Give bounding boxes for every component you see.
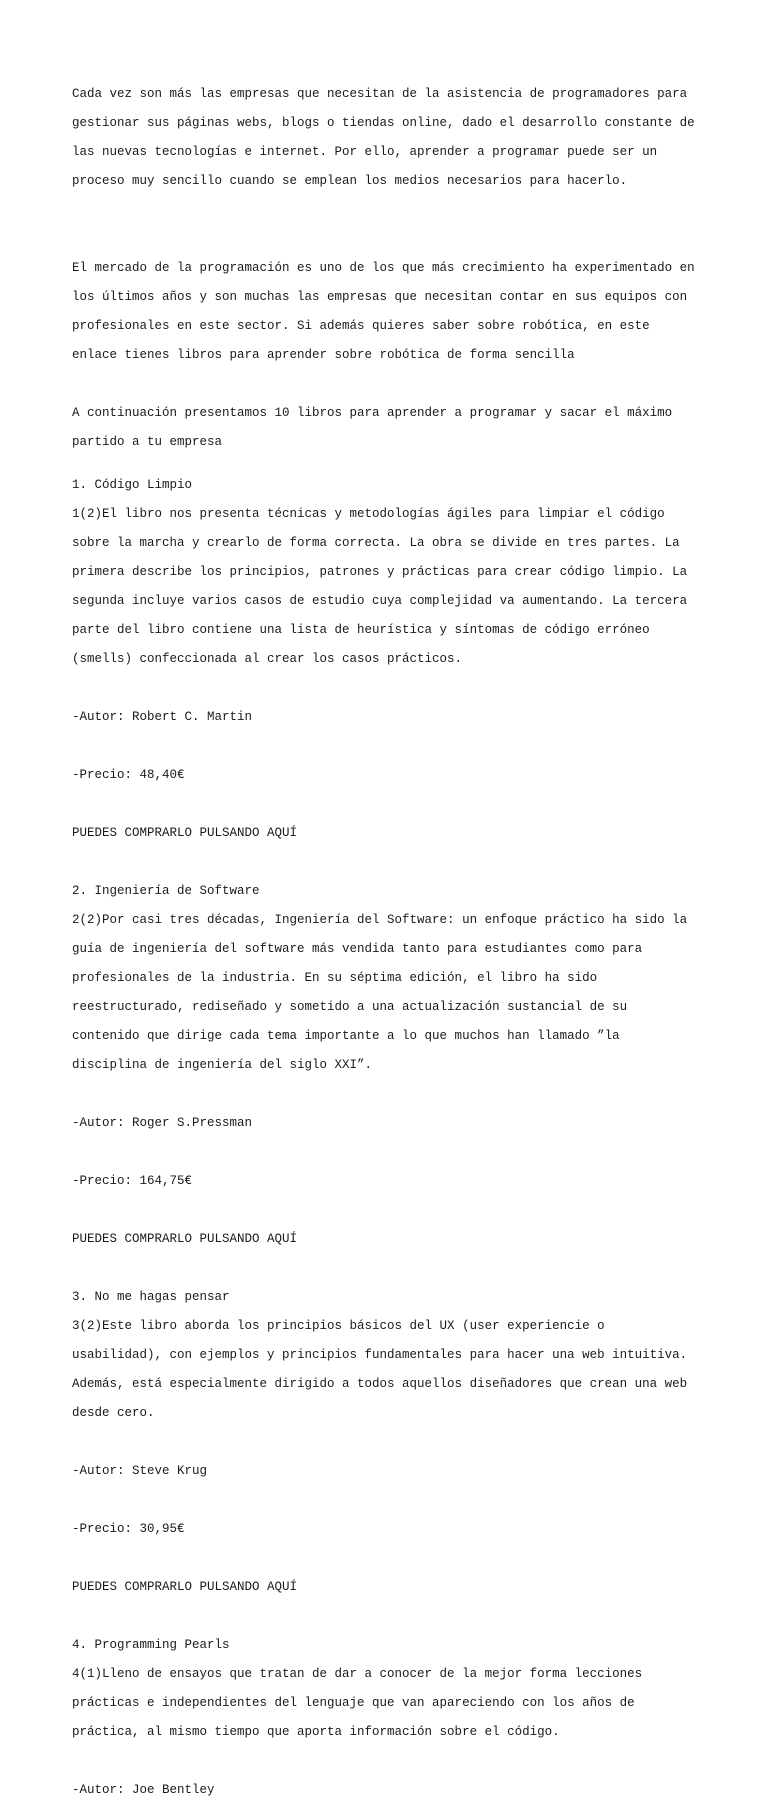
text-line: los últimos años y son muchas las empresas que necesitan contar en sus equipos con — [72, 290, 712, 305]
text-line: profesionales de la industria. En su séptima edición, el libro ha sido — [72, 971, 712, 986]
book-price: -Precio: 30,95€ — [72, 1522, 712, 1537]
buy-link[interactable]: PUEDES COMPRARLO PULSANDO AQUÍ — [72, 1580, 712, 1595]
text-line: 1(2)El libro nos presenta técnicas y metodologías ágiles para limpiar el código — [72, 507, 712, 522]
book-title: 2. Ingeniería de Software — [72, 884, 712, 899]
text-line: 3(2)Este libro aborda los principios básicos del UX (user experiencie o — [72, 1319, 712, 1334]
buy-link[interactable]: PUEDES COMPRARLO PULSANDO AQUÍ — [72, 1232, 712, 1247]
text-line: sobre la marcha y crearlo de forma correcta. La obra se divide en tres partes. La — [72, 536, 712, 551]
text-line: El mercado de la programación es uno de los que más crecimiento ha experimentado en — [72, 261, 712, 276]
text-line: guía de ingeniería del software más vendida tanto para estudiantes como para — [72, 942, 712, 957]
book-price: -Precio: 48,40€ — [72, 768, 712, 783]
intro-paragraph-3 — [72, 391, 712, 464]
book-author: -Autor: Joe Bentley — [72, 1783, 712, 1798]
text-line: (smells) confeccionada al crear los casos prácticos. — [72, 652, 712, 667]
text-line: A continuación presentamos 10 libros para aprender a programar y sacar el máximo — [72, 406, 712, 421]
book-entry — [72, 1624, 712, 1812]
book-price: -Precio: 164,75€ — [72, 1174, 712, 1189]
text-line: parte del libro contiene una lista de heurística y síntomas de código erróneo — [72, 623, 712, 638]
text-line: prácticas e independientes del lenguaje que van apareciendo con los años de — [72, 1696, 712, 1711]
text-line: primera describe los principios, patrones y prácticas para crear código limpio. La — [72, 565, 712, 580]
text-line: Además, está especialmente dirigido a todos aquellos diseñadores que crean una web — [72, 1377, 712, 1392]
text-line: proceso muy sencillo cuando se emplean los medios necesarios para hacerlo. — [72, 174, 712, 189]
book-author: -Autor: Roger S.Pressman — [72, 1116, 712, 1131]
text-line: contenido que dirige cada tema importante a lo que muchos han llamado ”la — [72, 1029, 712, 1044]
book-title: 4. Programming Pearls — [72, 1638, 712, 1653]
text-line: partido a tu empresa — [72, 435, 712, 450]
text-line: Cada vez son más las empresas que necesitan de la asistencia de programadores para — [72, 87, 712, 102]
book-entry — [72, 1276, 712, 1610]
book-author: -Autor: Steve Krug — [72, 1464, 712, 1479]
text-line: gestionar sus páginas webs, blogs o tiendas online, dado el desarrollo constante de — [72, 116, 712, 131]
text-line: enlace tienes libros para aprender sobre robótica de forma sencilla — [72, 348, 712, 363]
text-line: práctica, al mismo tiempo que aporta información sobre el código. — [72, 1725, 712, 1740]
text-line: disciplina de ingeniería del siglo XXI”. — [72, 1058, 712, 1073]
book-title: 3. No me hagas pensar — [72, 1290, 712, 1305]
book-title: 1. Código Limpio — [72, 478, 712, 493]
text-line: profesionales en este sector. Si además quieres saber sobre robótica, en este — [72, 319, 712, 334]
text-line: 2(2)Por casi tres décadas, Ingeniería del Software: un enfoque práctico ha sido la — [72, 913, 712, 928]
book-author: -Autor: Robert C. Martin — [72, 710, 712, 725]
text-line: desde cero. — [72, 1406, 712, 1421]
text-line: segunda incluye varios casos de estudio cuya complejidad va aumentando. La tercera — [72, 594, 712, 609]
text-line: reestructurado, rediseñado y sometido a una actualización sustancial de su — [72, 1000, 712, 1015]
intro-paragraph-2 — [72, 246, 712, 377]
intro-paragraph-1 — [72, 72, 712, 203]
book-entry — [72, 870, 712, 1262]
book-entry — [72, 464, 712, 856]
text-line: 4(1)Lleno de ensayos que tratan de dar a conocer de la mejor forma lecciones — [72, 1667, 712, 1682]
buy-link[interactable]: PUEDES COMPRARLO PULSANDO AQUÍ — [72, 826, 712, 841]
text-line: las nuevas tecnologías e internet. Por ello, aprender a programar puede ser un — [72, 145, 712, 160]
text-line: usabilidad), con ejemplos y principios fundamentales para hacer una web intuitiva. — [72, 1348, 712, 1363]
